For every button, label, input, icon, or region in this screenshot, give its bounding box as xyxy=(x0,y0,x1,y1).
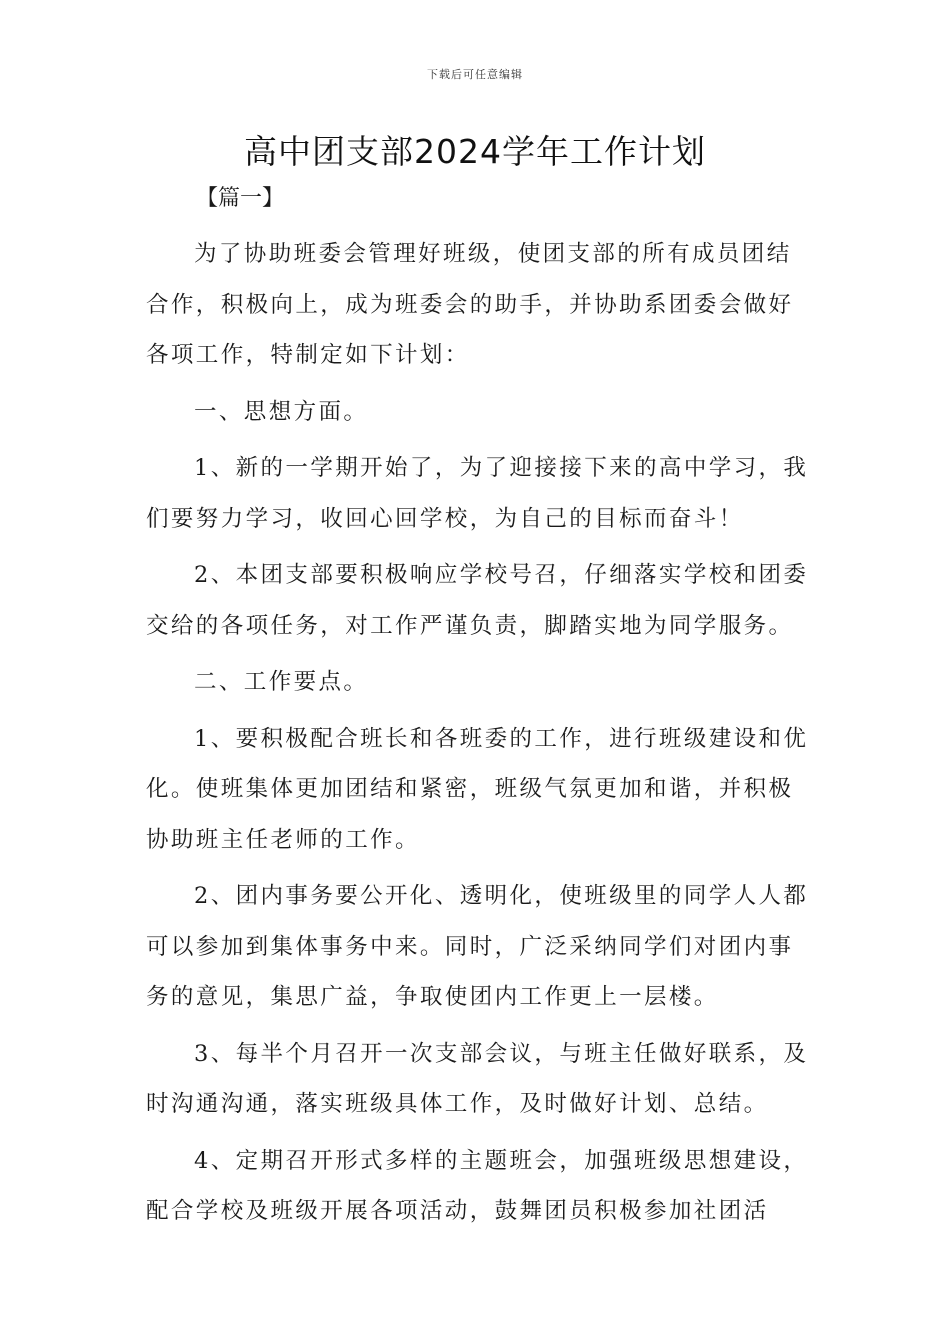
paragraph-work-4: 4、定期召开形式多样的主题班会，加强班级思想建设，配合学校及班级开展各项活动，鼓舞团员积极参加社团活 xyxy=(146,1147,809,1224)
heading-work-points: 二、工作要点。 xyxy=(194,669,369,695)
document-title: 高中团支部2024学年工作计划 xyxy=(244,132,706,171)
paragraph-ideology-2: 2、本团支部要积极响应学校号召，仔细落实学校和团委交给的各项任务，对工作严谨负责，脚踏实地为同学服务。 xyxy=(146,562,809,639)
paragraph-ideology-1: 1、新的一学期开始了，为了迎接接下来的高中学习，我们要努力学习，收回心回学校，为自己的目标而奋斗！ xyxy=(146,455,809,532)
paragraph-work-3: 3、每半个月召开一次支部会议，与班主任做好联系，及时沟通沟通，落实班级具体工作，及时做好计划、总结。 xyxy=(146,1040,809,1117)
heading-ideology: 一、思想方面。 xyxy=(194,398,369,425)
paragraph-work-1: 1、要积极配合班长和各班委的工作，进行班级建设和优化。使班集体更加团结和紧密，班级气氛更加和谐，并积极协助班主任老师的工作。 xyxy=(146,725,809,853)
paragraph-work-2: 2、团内事务要公开化、透明化，使班级里的同学人人都可以参加到集体事务中来。同时，广泛采纳同学们对团内事务的意见，集思广益，争取使团内工作更上一层楼。 xyxy=(146,883,809,1010)
section-label: 【篇一】 xyxy=(196,186,285,211)
paragraph-intro: 为了协助班委会管理好班级，使团支部的所有成员团结合作，积极向上，成为班委会的助手，并协助系团委会做好各项工作，特制定如下计划： xyxy=(146,241,794,368)
header-note: 下载后可任意编辑 xyxy=(427,68,523,81)
document-body xyxy=(146,181,814,1237)
